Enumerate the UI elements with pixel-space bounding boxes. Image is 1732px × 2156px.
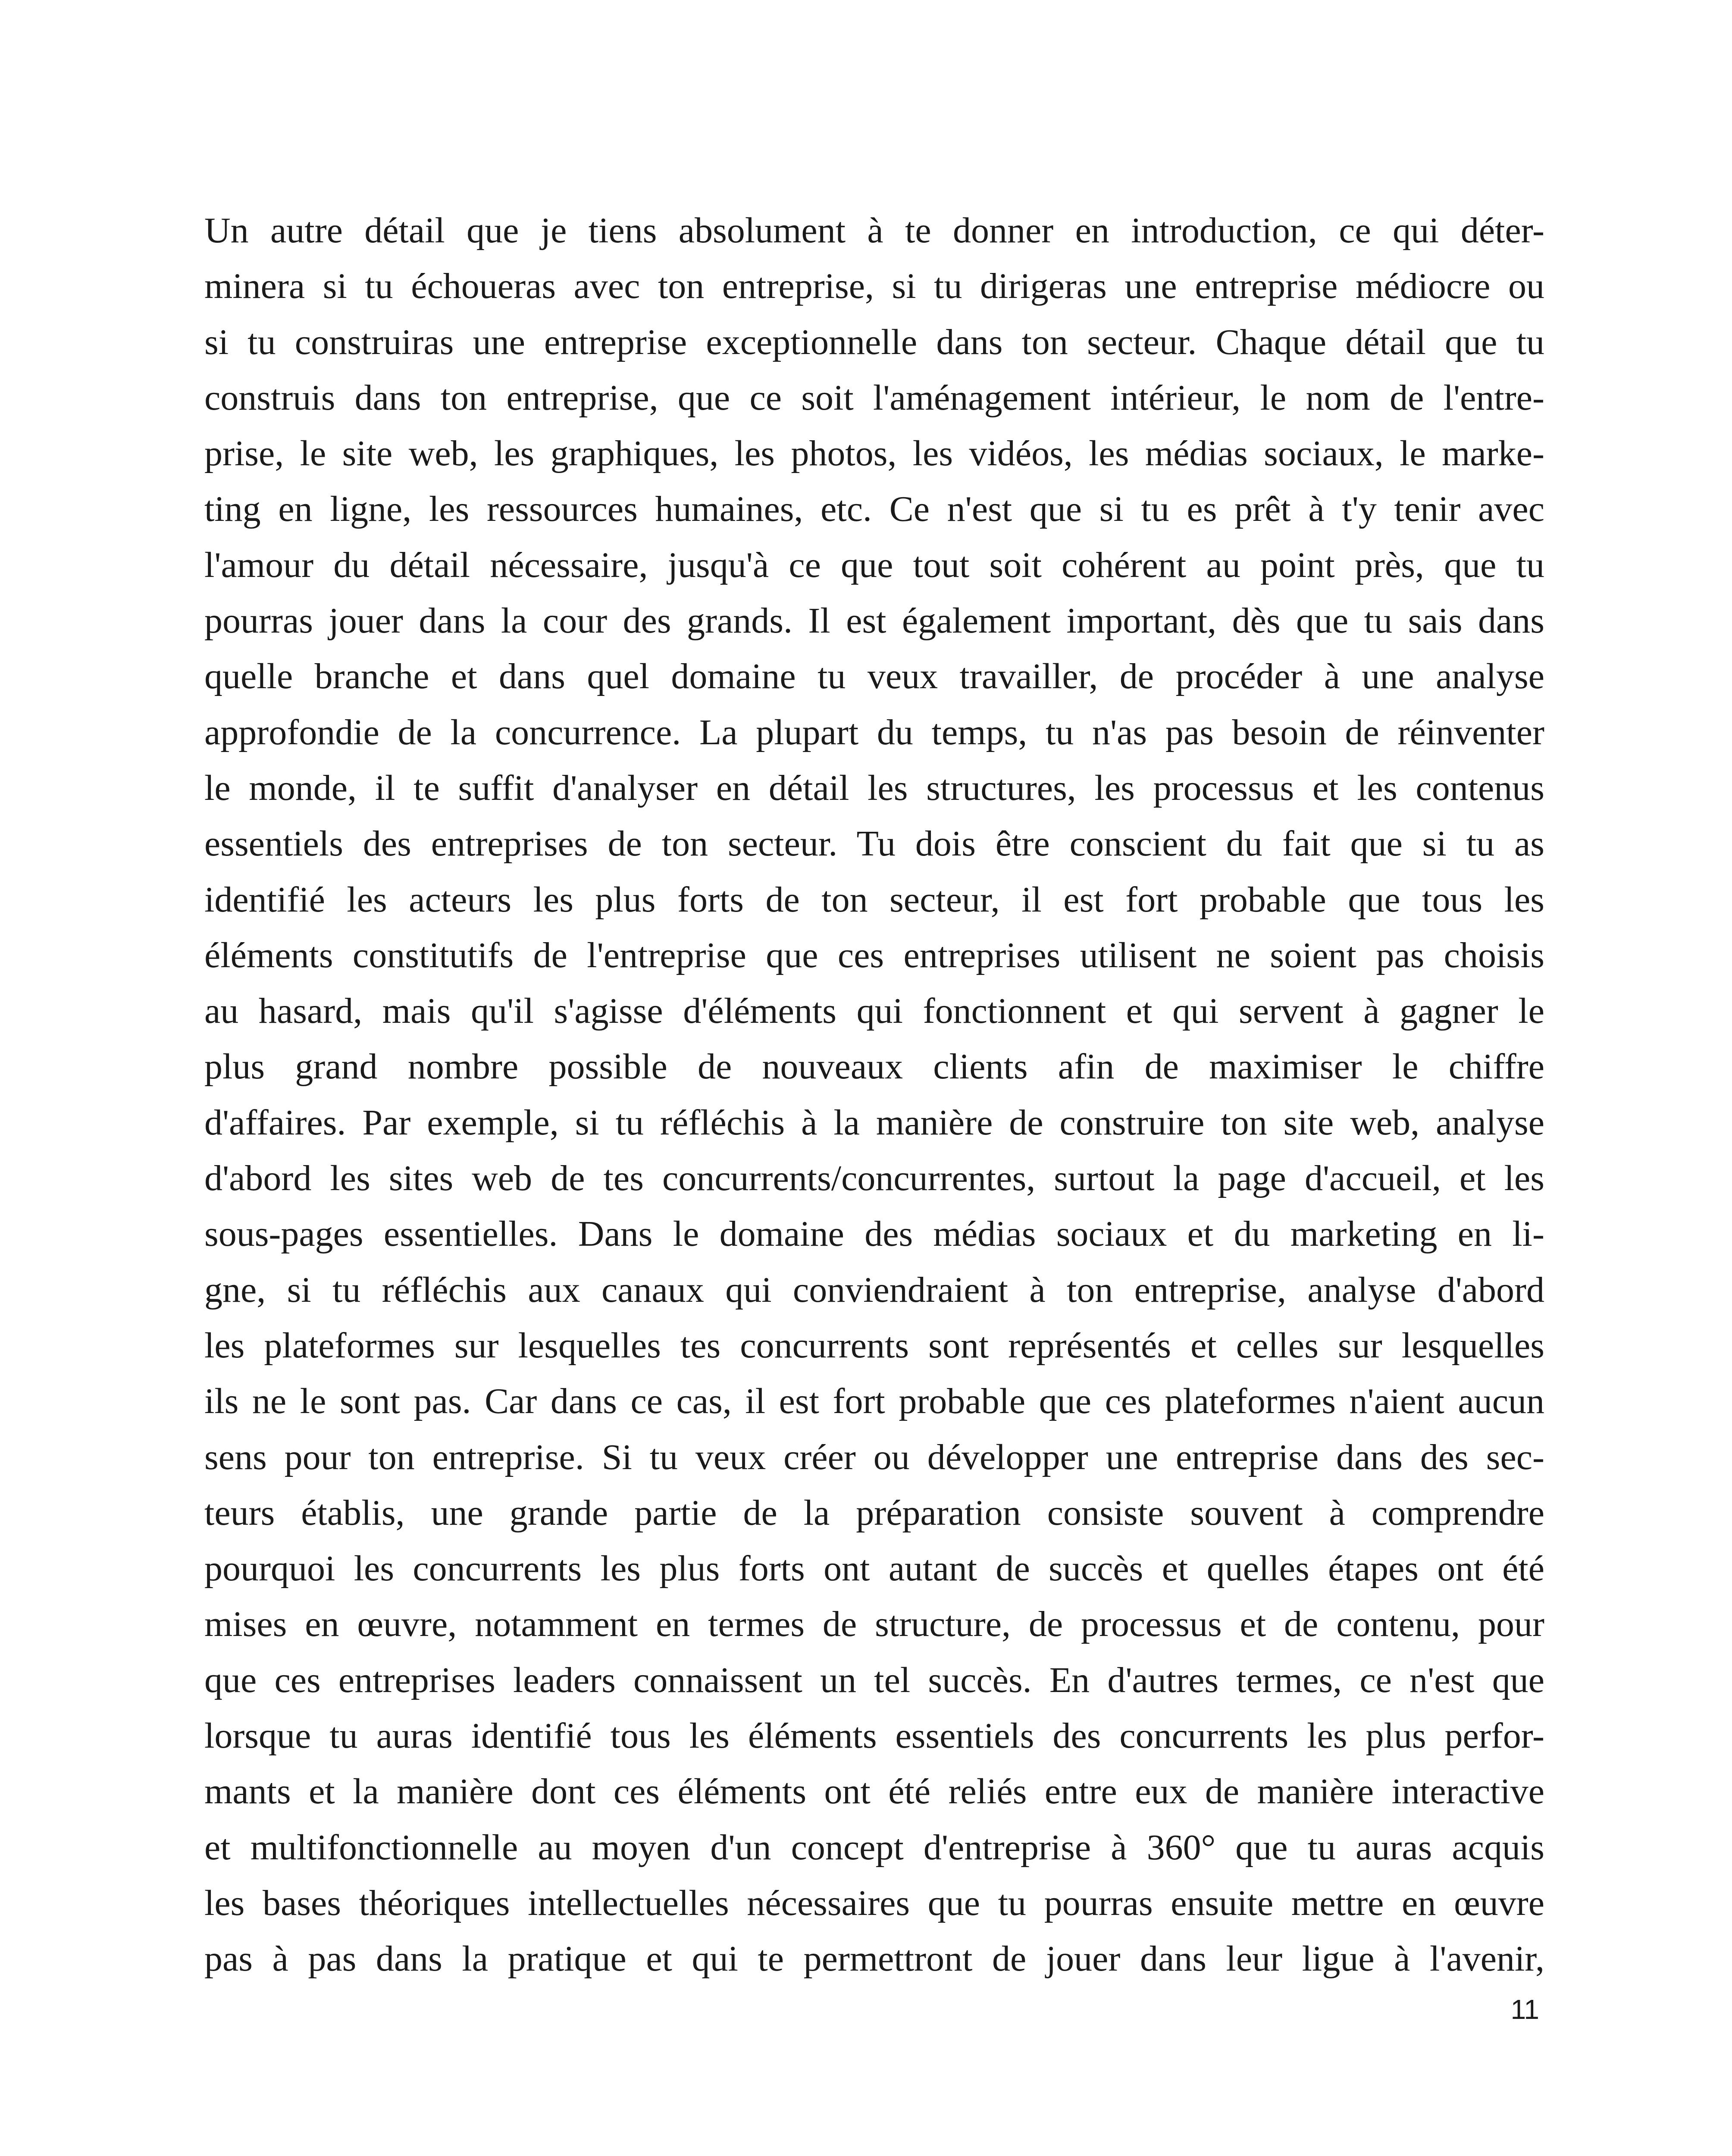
text-line: pourquoi les concurrents les plus forts ont autant de succès et quelles étapes ont été bbox=[204, 1548, 1544, 1589]
body-paragraph bbox=[204, 203, 1544, 1987]
text-line: sous-pages essentielles. Dans le domaine des médias sociaux et du marketing en li- bbox=[204, 1214, 1544, 1254]
text-line: minera si tu échoueras avec ton entreprise, si tu dirigeras une entreprise médiocre ou bbox=[204, 266, 1544, 307]
text-line: quelle branche et dans quel domaine tu veux travailler, de procéder à une analyse bbox=[204, 656, 1544, 697]
text-line: l'amour du détail nécessaire, jusqu'à ce que tout soit cohérent au point près, que tu bbox=[204, 545, 1544, 585]
text-line: d'affaires. Par exemple, si tu réfléchis à la manière de construire ton site web, analyse bbox=[204, 1102, 1544, 1143]
text-line: d'abord les sites web de tes concurrents/concurrentes, surtout la page d'accueil, et les bbox=[204, 1158, 1544, 1199]
text-line: Un autre détail que je tiens absolument à te donner en introduction, ce qui déter- bbox=[204, 210, 1544, 251]
text-line: gne, si tu réfléchis aux canaux qui conviendraient à ton entreprise, analyse d'abord bbox=[204, 1269, 1544, 1310]
text-line: que ces entreprises leaders connaissent un tel succès. En d'autres termes, ce n'est que bbox=[204, 1660, 1544, 1700]
page-number: 11 bbox=[1510, 1994, 1539, 2025]
text-line: teurs établis, une grande partie de la préparation consiste souvent à comprendre bbox=[204, 1492, 1544, 1533]
text-line: le monde, il te suffit d'analyser en détail les structures, les processus et les contenus bbox=[204, 768, 1544, 808]
text-line: construis dans ton entreprise, que ce soit l'aménagement intérieur, le nom de l'entre- bbox=[204, 377, 1544, 418]
text-line: identifié les acteurs les plus forts de ton secteur, il est fort probable que tous les bbox=[204, 879, 1544, 920]
text-line: mants et la manière dont ces éléments ont été reliés entre eux de manière interactive bbox=[204, 1771, 1544, 1812]
text-line: si tu construiras une entreprise exceptionnelle dans ton secteur. Chaque détail que tu bbox=[204, 322, 1544, 362]
text-line: éléments constitutifs de l'entreprise que ces entreprises utilisent ne soient pas choisis bbox=[204, 935, 1544, 975]
text-line: approfondie de la concurrence. La plupart du temps, tu n'as pas besoin de réinventer bbox=[204, 712, 1544, 752]
text-line: ils ne le sont pas. Car dans ce cas, il est fort probable que ces plateformes n'aient aucun bbox=[204, 1381, 1544, 1422]
text-line: mises en œuvre, notamment en termes de structure, de processus et de contenu, pour bbox=[204, 1604, 1544, 1645]
text-line: essentiels des entreprises de ton secteur. Tu dois être conscient du fait que si tu as bbox=[204, 824, 1544, 864]
text-line: plus grand nombre possible de nouveaux clients afin de maximiser le chiffre bbox=[204, 1047, 1544, 1087]
text-line: sens pour ton entreprise. Si tu veux créer ou développer une entreprise dans des sec- bbox=[204, 1437, 1544, 1477]
text-line: pas à pas dans la pratique et qui te permettront de jouer dans leur ligue à l'avenir, bbox=[204, 1939, 1544, 1979]
text-line: pourras jouer dans la cour des grands. Il est également important, dès que tu sais dans bbox=[204, 601, 1544, 641]
text-line: et multifonctionnelle au moyen d'un concept d'entreprise à 360° que tu auras acquis bbox=[204, 1827, 1544, 1868]
text-line: les plateformes sur lesquelles tes concurrents sont représentés et celles sur lesquelles bbox=[204, 1325, 1544, 1366]
text-line: lorsque tu auras identifié tous les éléments essentiels des concurrents les plus perfor- bbox=[204, 1716, 1544, 1756]
text-line: les bases théoriques intellectuelles nécessaires que tu pourras ensuite mettre en œuvre bbox=[204, 1883, 1544, 1923]
text-line: ting en ligne, les ressources humaines, etc. Ce n'est que si tu es prêt à t'y tenir avec bbox=[204, 489, 1544, 530]
text-line: au hasard, mais qu'il s'agisse d'éléments qui fonctionnent et qui servent à gagner le bbox=[204, 991, 1544, 1031]
text-line: prise, le site web, les graphiques, les photos, les vidéos, les médias sociaux, le marke- bbox=[204, 433, 1544, 474]
